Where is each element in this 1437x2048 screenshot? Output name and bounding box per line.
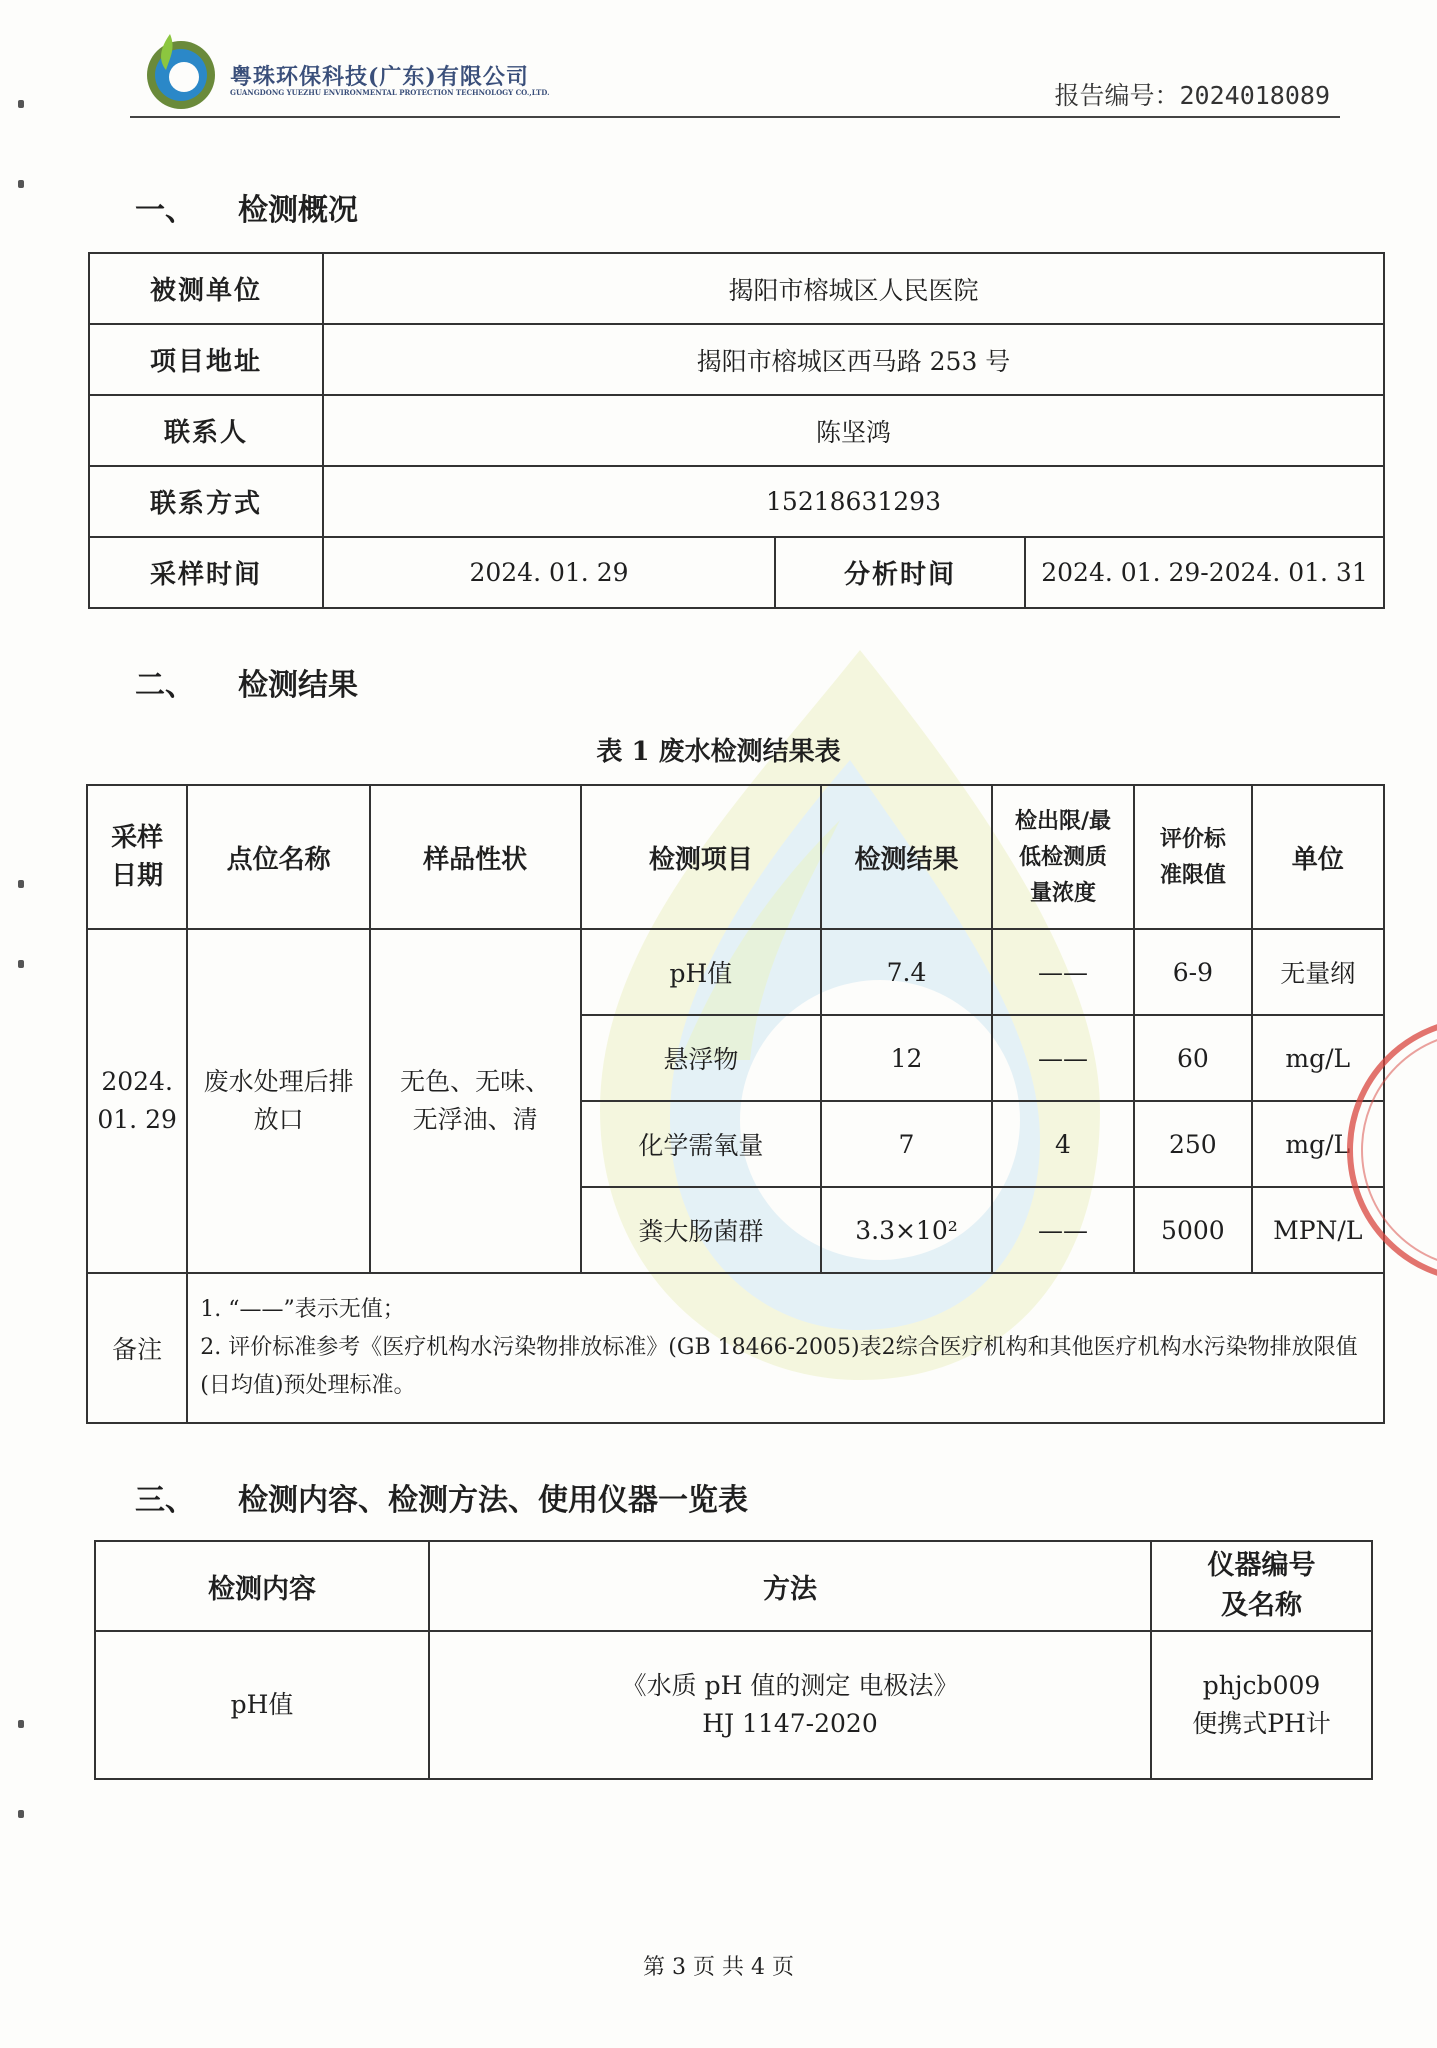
limit-cell: ——	[992, 929, 1134, 1015]
section-2-number: 二、	[135, 668, 195, 703]
result-cell: 12	[821, 1015, 992, 1101]
section-1-number: 一、	[135, 193, 195, 228]
table-row	[89, 395, 1384, 466]
scan-mark	[18, 960, 24, 968]
overview-label: 联系方式	[89, 466, 323, 537]
note-item: 1. “——”表示无值；	[200, 1297, 405, 1322]
table-header-row	[95, 1541, 1372, 1631]
table-row	[87, 929, 1384, 1015]
overview-label: 被测单位	[89, 253, 323, 324]
section-3-title: 检测内容、检测方法、使用仪器一览表	[238, 1483, 748, 1518]
instrument-id: phjcb009	[1202, 1671, 1321, 1700]
scan-mark	[18, 1720, 24, 1728]
method-name: 《水质 pH 值的测定 电极法》	[621, 1671, 959, 1700]
overview-label: 项目地址	[89, 324, 323, 395]
notes-label: 备注	[87, 1273, 187, 1423]
limit-cell: ——	[992, 1015, 1134, 1101]
col-header-result: 检测结果	[821, 785, 992, 929]
standard-cell: 6-9	[1134, 929, 1251, 1015]
table-row	[95, 1631, 1372, 1779]
overview-value: 揭阳市榕城区人民医院	[323, 253, 1384, 324]
limit-cell: ——	[992, 1187, 1134, 1273]
table-row	[89, 466, 1384, 537]
col-header-sample: 样品性状	[370, 785, 581, 929]
col-header-instrument: 仪器编号及名称	[1151, 1541, 1372, 1631]
section-2-heading	[135, 660, 358, 704]
scan-mark	[18, 180, 24, 188]
result-cell: 3.3×10²	[821, 1187, 992, 1273]
instrument-cell	[1151, 1631, 1372, 1779]
scan-mark	[18, 1810, 24, 1818]
analysis-time-value: 2024. 01. 29-2024. 01. 31	[1025, 537, 1384, 608]
page-header	[130, 20, 1340, 120]
item-cell: 悬浮物	[581, 1015, 822, 1101]
col-header-content: 检测内容	[95, 1541, 429, 1631]
scan-mark	[18, 880, 24, 888]
notes-row	[87, 1273, 1384, 1423]
overview-table	[88, 252, 1385, 609]
header-divider	[130, 116, 1340, 118]
limit-cell: 4	[992, 1101, 1134, 1187]
col-header-method: 方法	[429, 1541, 1151, 1631]
content-cell: pH值	[95, 1631, 429, 1779]
page-number: 第 3 页 共 4 页	[643, 1955, 794, 1980]
site-name-cell: 废水处理后排放口	[187, 929, 370, 1273]
result-cell: 7.4	[821, 929, 992, 1015]
overview-value: 15218631293	[323, 466, 1384, 537]
unit-cell: mg/L	[1252, 1101, 1384, 1187]
report-number: 报告编号：2024018089	[1054, 81, 1330, 110]
sampling-time-value: 2024. 01. 29	[323, 537, 775, 608]
table-caption: 表 1 废水检测结果表	[596, 737, 841, 767]
section-2-title: 检测结果	[238, 668, 358, 703]
result-cell: 7	[821, 1101, 992, 1187]
col-header-site: 点位名称	[187, 785, 370, 929]
sample-state-cell: 无色、无味、无浮油、清	[370, 929, 581, 1273]
notes-cell	[187, 1273, 1384, 1423]
results-table	[86, 784, 1385, 1424]
col-header-item: 检测项目	[581, 785, 822, 929]
overview-value: 揭阳市榕城区西马路 253 号	[323, 324, 1384, 395]
instrument-name: 便携式PH计	[1192, 1709, 1331, 1738]
col-header-date: 采样日期	[87, 785, 187, 929]
unit-cell: MPN/L	[1252, 1187, 1384, 1273]
overview-label: 联系人	[89, 395, 323, 466]
overview-value: 陈坚鸿	[323, 395, 1384, 466]
col-header-standard: 评价标准限值	[1134, 785, 1251, 929]
standard-cell: 5000	[1134, 1187, 1251, 1273]
method-code: HJ 1147-2020	[702, 1709, 878, 1738]
item-cell: pH值	[581, 929, 822, 1015]
company-logo-icon	[140, 30, 222, 112]
company-name-en: GUANGDONG YUEZHU ENVIRONMENTAL PROTECTION TECHNOLOGY CO.,LTD.	[230, 88, 550, 97]
section-3-heading	[135, 1475, 748, 1519]
standard-cell: 60	[1134, 1015, 1251, 1101]
company-name-cn: 粤珠环保科技(广东)有限公司	[230, 64, 529, 90]
table-row	[89, 253, 1384, 324]
table-row	[89, 537, 1384, 608]
scan-mark	[18, 100, 24, 108]
table-row	[89, 324, 1384, 395]
section-1-title: 检测概况	[238, 193, 358, 228]
analysis-time-label: 分析时间	[775, 537, 1025, 608]
note-item: 2. 评价标准参考《医疗机构水污染物排放标准》(GB 18466-2005)表2综合医疗机构和其他医疗机构水污染物排放限值(日均值)预处理标准。	[200, 1335, 1358, 1398]
unit-cell: 无量纲	[1252, 929, 1384, 1015]
item-cell: 粪大肠菌群	[581, 1187, 822, 1273]
sampling-time-label: 采样时间	[89, 537, 323, 608]
section-3-number: 三、	[135, 1483, 195, 1518]
col-header-unit: 单位	[1252, 785, 1384, 929]
sample-date-cell: 2024. 01. 29	[87, 929, 187, 1273]
method-cell	[429, 1631, 1151, 1779]
table-header-row	[87, 785, 1384, 929]
col-header-limit: 检出限/最低检测质量浓度	[992, 785, 1134, 929]
standard-cell: 250	[1134, 1101, 1251, 1187]
section-1-heading	[135, 185, 358, 229]
unit-cell: mg/L	[1252, 1015, 1384, 1101]
item-cell: 化学需氧量	[581, 1101, 822, 1187]
company-seal	[1260, 1000, 1437, 1300]
methods-table	[94, 1540, 1373, 1780]
